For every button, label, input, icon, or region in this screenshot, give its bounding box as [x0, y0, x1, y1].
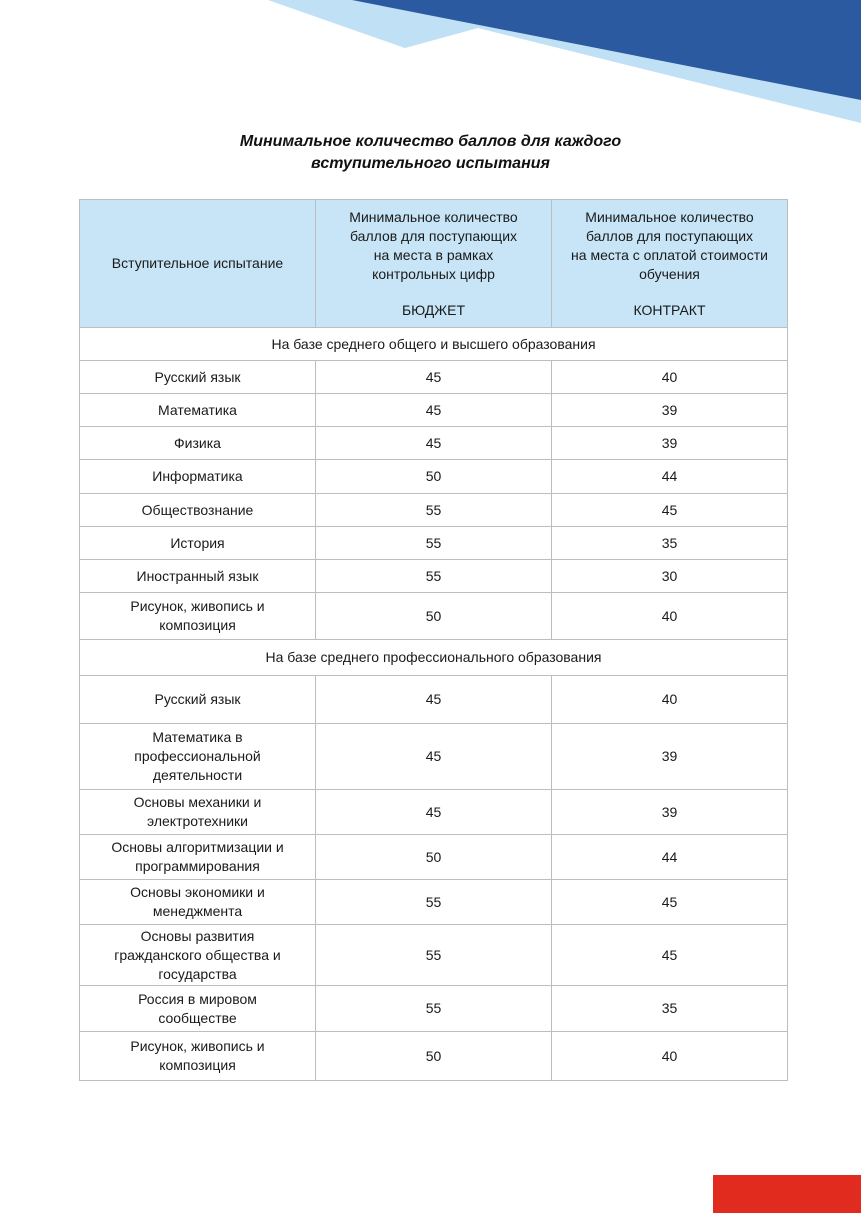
table-row [80, 724, 788, 790]
exam-name-line: Рисунок, живопись и [130, 1038, 265, 1054]
header-contract-line: баллов для поступающих [585, 227, 754, 244]
exam-name-cell [80, 835, 316, 880]
table-row [80, 361, 788, 394]
exam-name-cell [80, 676, 316, 724]
table-header-row [80, 200, 788, 328]
footer-red-block [713, 1175, 861, 1213]
section-row [80, 640, 788, 676]
table-row [80, 676, 788, 724]
page-title-line-2: вступительного испытания [311, 155, 550, 172]
contract-score-cell: 40 [552, 676, 788, 724]
exam-name-line: Основы экономики и [130, 884, 265, 900]
contract-score-cell: 45 [552, 494, 788, 527]
table-row [80, 925, 788, 986]
header-budget-line: на места в рамках [373, 246, 494, 263]
exam-name-line: Русский язык [154, 368, 241, 385]
header-budget [316, 200, 552, 328]
contract-score-cell: 40 [552, 593, 788, 640]
exam-name-cell [80, 593, 316, 640]
exam-name-line: Информатика [152, 468, 243, 484]
table-row [80, 494, 788, 527]
exam-name-cell [80, 361, 316, 394]
header-contract-tag: КОНТРАКТ [633, 301, 706, 318]
exam-name-cell [80, 394, 316, 427]
exam-name-line: сообществе [158, 1009, 237, 1026]
exam-name-cell [80, 460, 316, 494]
exam-name-line: Обществознание [141, 501, 254, 518]
exam-name-line: программирования [135, 858, 260, 874]
exam-name-line: профессиональной [134, 748, 261, 764]
budget-score-cell: 45 [316, 790, 552, 835]
exam-name-line: Основы алгоритмизации и [111, 839, 284, 855]
section-title: На базе среднего профессионального образования [80, 640, 788, 676]
header-contract-line: обучения [639, 265, 700, 282]
budget-score-cell: 50 [316, 835, 552, 880]
exam-name-cell [80, 880, 316, 925]
exam-name-cell [80, 724, 316, 790]
table-row [80, 835, 788, 880]
exam-name-cell [80, 527, 316, 560]
budget-score-cell: 50 [316, 1032, 552, 1081]
exam-name-line: деятельности [152, 767, 243, 783]
page-title [0, 131, 861, 175]
exam-name-line: Основы механики и [133, 794, 262, 810]
contract-score-cell: 39 [552, 790, 788, 835]
contract-score-cell: 39 [552, 394, 788, 427]
header-budget-tag: БЮДЖЕТ [401, 301, 465, 318]
exam-name-line: Основы развития [140, 927, 255, 944]
budget-score-cell: 55 [316, 560, 552, 593]
budget-score-cell: 45 [316, 724, 552, 790]
header-budget-line: контрольных цифр [372, 265, 495, 282]
budget-score-cell: 55 [316, 527, 552, 560]
table-body [80, 328, 788, 1081]
table-row [80, 1032, 788, 1081]
exam-name-line: государства [158, 965, 237, 982]
header-decoration [0, 0, 861, 130]
contract-score-cell: 44 [552, 460, 788, 494]
exam-name-line: Математика в [152, 729, 243, 745]
exam-name-line: менеджмента [152, 903, 243, 919]
table-row [80, 427, 788, 460]
table-row [80, 986, 788, 1032]
exam-name-line: Россия в мировом [138, 990, 257, 1007]
header-dark-band [352, 0, 861, 100]
contract-score-cell: 45 [552, 925, 788, 986]
section-row [80, 328, 788, 361]
header-budget-line: баллов для поступающих [349, 227, 518, 244]
header-budget-line: Минимальное количество [349, 208, 518, 225]
exam-name-cell [80, 560, 316, 593]
contract-score-cell: 45 [552, 880, 788, 925]
budget-score-cell: 55 [316, 494, 552, 527]
exam-name-line: Русский язык [154, 691, 241, 707]
header-contract-line: Минимальное количество [585, 208, 754, 225]
contract-score-cell: 44 [552, 835, 788, 880]
budget-score-cell: 55 [316, 925, 552, 986]
exam-name-line: Физика [174, 434, 221, 451]
contract-score-cell: 39 [552, 427, 788, 460]
contract-score-cell: 39 [552, 724, 788, 790]
exam-name-cell [80, 925, 316, 986]
contract-score-cell: 40 [552, 361, 788, 394]
header-contract-line: на места с оплатой стоимости [571, 246, 768, 263]
table-row [80, 460, 788, 494]
table-row [80, 394, 788, 427]
exam-name-cell [80, 986, 316, 1032]
table-row [80, 527, 788, 560]
contract-score-cell: 35 [552, 986, 788, 1032]
contract-score-cell: 30 [552, 560, 788, 593]
header-contract [552, 200, 788, 328]
exam-name-line: Иностранный язык [136, 567, 259, 584]
exam-name-line: гражданского общества и [114, 946, 281, 963]
exam-name-cell [80, 427, 316, 460]
exam-name-line: композиция [159, 1057, 236, 1073]
budget-score-cell: 50 [316, 593, 552, 640]
exam-name-line: Рисунок, живопись и [130, 598, 265, 614]
budget-score-cell: 55 [316, 986, 552, 1032]
section-title: На базе среднего общего и высшего образования [80, 328, 788, 361]
exam-name-cell [80, 790, 316, 835]
contract-score-cell: 35 [552, 527, 788, 560]
page-title-line-1: Минимальное количество баллов для каждого [239, 133, 622, 150]
budget-score-cell: 45 [316, 427, 552, 460]
exam-name-line: электротехники [147, 813, 248, 829]
budget-score-cell: 45 [316, 361, 552, 394]
table-row [80, 593, 788, 640]
budget-score-cell: 45 [316, 394, 552, 427]
contract-score-cell: 40 [552, 1032, 788, 1081]
exam-name-cell [80, 494, 316, 527]
scores-table [79, 199, 788, 1081]
budget-score-cell: 55 [316, 880, 552, 925]
exam-name-line: композиция [159, 617, 236, 633]
table-row [80, 560, 788, 593]
table-row [80, 790, 788, 835]
header-exam: Вступительное испытание [80, 200, 316, 328]
exam-name-line: Математика [158, 401, 237, 418]
budget-score-cell: 50 [316, 460, 552, 494]
exam-name-line: История [170, 534, 225, 551]
budget-score-cell: 45 [316, 676, 552, 724]
exam-name-cell [80, 1032, 316, 1081]
table-row [80, 880, 788, 925]
